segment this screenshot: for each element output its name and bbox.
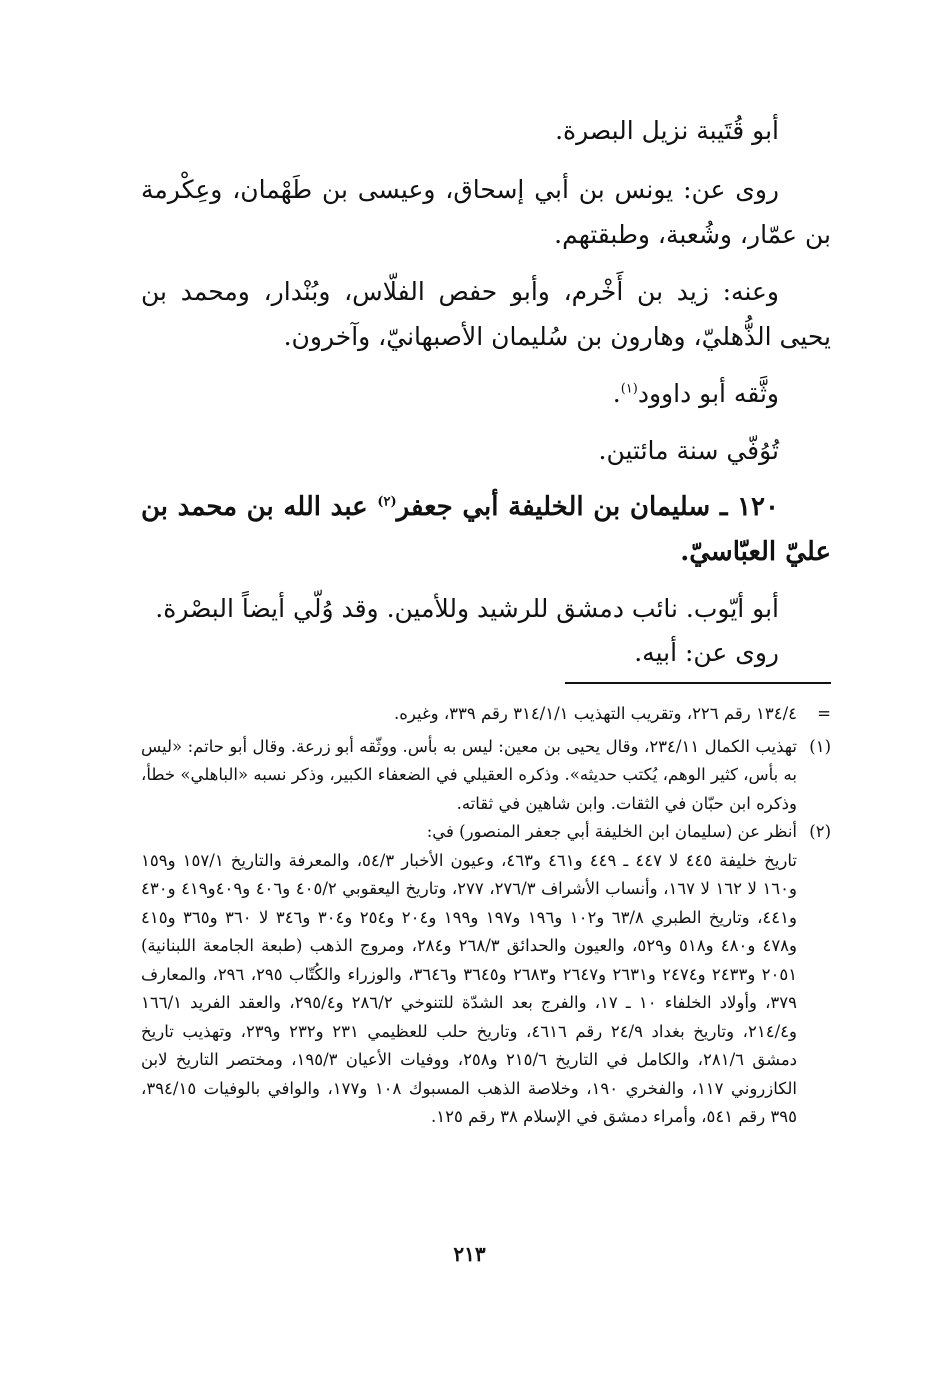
narrators-from-him-paragraph: وعنه: زيد بن أَخْرم، وأبو حفص الفلّاس، وبُنْدار، ومحمد بن يحيى الذُّهليّ، وهارون بن سُليمان الأصبهانيّ، وآخرون. bbox=[141, 277, 831, 351]
tawthiq-paragraph bbox=[141, 371, 831, 416]
footnote-continuation bbox=[141, 700, 831, 729]
page-number: ٢١٣ bbox=[453, 1242, 486, 1266]
entry-kunya-paragraph: أبو أيّوب. نائب دمشق للرشيد وللأمين. وقد وُلّي أيضاً البصْرة. bbox=[155, 594, 779, 623]
kunya-paragraph: أبو قُتَيبة نزيل البصرة. bbox=[555, 116, 779, 145]
footnote-continuation-text: ١٣٤/٤ رقم ٢٢٦، وتقريب التهذيب ٣١٤/١/١ رقم ٣٣٩، وغيره. bbox=[394, 704, 797, 723]
tawthiq-end: . bbox=[612, 379, 621, 408]
entry-narrated-from-paragraph: روى عن: أبيه. bbox=[634, 638, 779, 667]
entry-number: ١٢٠ bbox=[737, 492, 779, 522]
entry-name-b: عبد الله بن محمد بن عليّ العبّاسيّ. bbox=[141, 492, 831, 567]
footnote-1-marker: (١) bbox=[809, 736, 831, 756]
footnote-ref-2[interactable]: (٢) bbox=[377, 494, 397, 510]
footnote-1 bbox=[141, 733, 831, 819]
tawthiq-text: وثَّقه أبو داوود bbox=[637, 379, 779, 408]
footnote-continuation-marker: = bbox=[817, 704, 831, 723]
narrated-from-paragraph: روى عن: يونس بن أبي إسحاق، وعيسى بن طَهْمان، وعِكْرمة بن عمّار، وشُعبة، وطبقتهم. bbox=[141, 175, 831, 249]
footnotes bbox=[141, 700, 831, 1132]
footnote-1-text: تهذيب الكمال ٢٣٤/١١، وقال يحيى بن معين: ليس به بأس. ووثّقه أبو زرعة. وقال أبو حاتم: «ليس به بأس، كثير الوهم، يُكتب حديثه». وذكره العقيلي في الضعفاء الكبير، وذكر نسبه «الباهلي» خطأ، وذكره ابن حبّان في الثقات. وابن شاهين في ثقاته. bbox=[141, 736, 798, 813]
footnote-2-body bbox=[141, 818, 797, 1132]
footnote-2-sources: تاريخ خليفة ٤٤٥ لا ٤٤٧ ـ ٤٤٩ و٤٦١ و٤٦٣، وعيون الأخبار ٥٤/٣، والمعرفة والتاريخ ١٥٧/١ و١٥٩ و١٦٠ لا ١٦٢ لا ١٦٧، وأنساب الأشراف ٢٧٦/٣، ٢٧٧، وتاريخ اليعقوبي ٤٠٥/٢ و٤٠٦ و٤٠٩و٤١٩ و٤٣٠ و٤٤١، وتاريخ الطبري ٦٣/٨ و١٠٢ و١٩٦ و١٩٧ و١٩٩ و٢٠٤ و٢٥٤ و٣٠٤ و٣٤٦ لا ٣٦٠ و٣٦٥ و٤١٥ و٤٧٨ و٤٨٠ و٥١٨ و٥٢٩، والعيون والحدائق ٢٦٨/٣ و٢٨٤، ومروج الذهب (طبعة الجامعة اللبنانية) ٢٠٥١ و٢٤٣٣ و٢٤٧٤ و٢٦٣١ و٢٦٤٧ و٢٦٨٣ و٣٦٤٥ و٣٦٤٦، والوزراء والكُتّاب ٢٩٥، ٢٩٦، والمعارف ٣٧٩، وأولاد الخلفاء ١٠ ـ ١٧، والفرج بعد الشدّة للتنوخي ٢٨٦/٢ و٢٩٥/٤، والعقد الفريد ١٦٦/١ و٢١٤/٤، وتاريخ بغداد ٢٤/٩ رقم ٤٦١٦، وتاريخ حلب للعظيمي ٢٣١ و٢٣٢ و٢٣٩، وتهذيب تاريخ دمشق ٢٨١/٦، والكامل في التاريخ ٢١٥/٦ و٢٥٨، ووفيات الأعيان ١٩٥/٣، ومختصر التاريخ لابن الكازروني ١١٧، والفخري ١٩٠، وخلاصة الذهب المسبوك ١٠٨ و١٧٧، والوافي بالوفيات ٣٩٤/١٥، ٣٩٥ رقم ٥٤١، وأمراء دمشق في الإسلام ٣٨ رقم ١٢٥. bbox=[141, 850, 798, 1126]
footnote-2-intro: أنظر عن (سليمان ابن الخليفة أبي جعفر المنصور) في: bbox=[426, 822, 797, 841]
entry-name-a: ـ سليمان بن الخليفة أبي جعفر bbox=[396, 492, 728, 522]
entry-heading bbox=[141, 485, 831, 575]
main-text bbox=[141, 108, 831, 675]
footnote-2-marker: (٢) bbox=[809, 822, 831, 841]
footnote-2 bbox=[141, 818, 831, 1132]
death-paragraph: تُوُفّي سنة مائتين. bbox=[598, 436, 779, 465]
footnote-separator bbox=[565, 682, 831, 684]
footnote-ref-1[interactable]: (١) bbox=[620, 381, 638, 397]
